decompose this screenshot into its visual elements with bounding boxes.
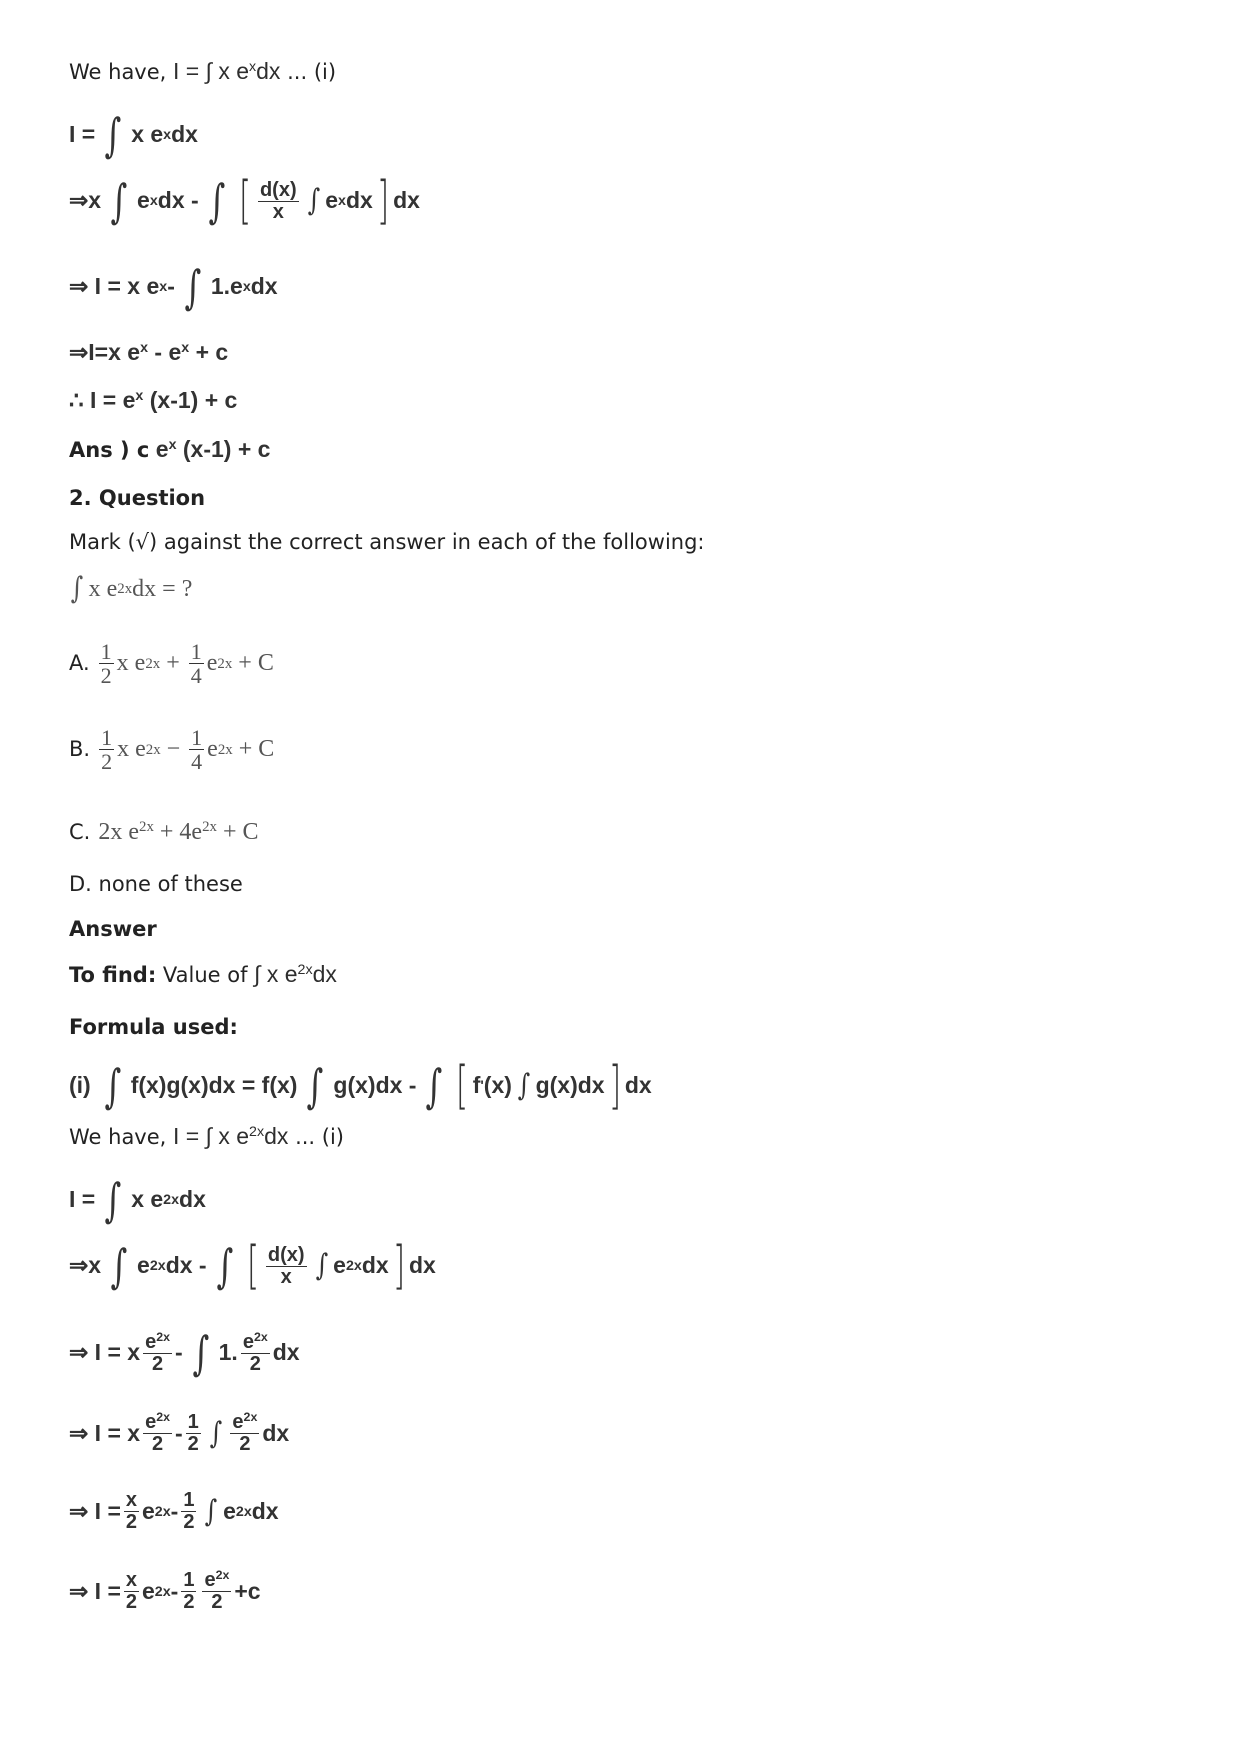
fraction: $\frac{1}{2}$ bbox=[187, 1411, 199, 1455]
step-line-2: ⇒x ∫ e x dx - ∫ [ $\frac{d(x)}{x}$ ∫ e x dx ] dx bbox=[69, 171, 420, 231]
we-have-equation: I = ∫ x $e^{2x}dx$ bbox=[173, 1123, 289, 1149]
to-find-text: Value of bbox=[156, 963, 255, 987]
integral-sign: ∫ bbox=[307, 183, 320, 218]
integral-sign: ∫ bbox=[184, 260, 202, 314]
ans-expression: $e^x$ (x-1) + c bbox=[149, 436, 271, 462]
equation-ref: ... (i) bbox=[295, 1125, 344, 1149]
question-instruction: Mark (√) against the correct answer in each of the following: bbox=[69, 530, 705, 554]
option-c-label: C. bbox=[69, 819, 91, 844]
formula-label: (i) bbox=[69, 1072, 91, 1099]
option-a[interactable] bbox=[69, 640, 274, 687]
integral-sign: ∫ bbox=[315, 1248, 328, 1283]
step-line-5: ∴ $I = e^x$ (x-1) + c bbox=[69, 387, 238, 413]
answer-heading: Answer bbox=[69, 917, 157, 941]
integral-sign: ∫ bbox=[104, 1059, 122, 1113]
left-bracket: [ bbox=[246, 1236, 259, 1296]
fraction: $\frac{e^{2x}}{2}$ bbox=[145, 1329, 170, 1375]
we-have-line-1 bbox=[69, 58, 336, 86]
fraction: $\frac{e^{2x}}{2}$ bbox=[232, 1410, 258, 1455]
fraction: $\frac{1}{2}$ bbox=[183, 1489, 195, 1533]
to-find-expression: ∫ x $e^{2x}dx$ bbox=[254, 961, 337, 987]
fraction: $\frac{1}{2}$ bbox=[183, 1569, 195, 1613]
step-line-7: ⇒x ∫ e 2x dx - ∫ [ $\frac{d(x)}{x}$ ∫ e 2x dx ] dx bbox=[69, 1236, 436, 1296]
option-d[interactable]: D. none of these bbox=[69, 872, 243, 896]
integral-sign: ∫ bbox=[426, 1059, 443, 1113]
option-c[interactable] bbox=[69, 818, 258, 847]
step-line-6: I = ∫ x e 2x dx bbox=[69, 1173, 206, 1227]
step-line-10: ⇒ I = $\frac{x}{2}$ e 2x - $\frac{1}{2}$ ∫ e 2x dx bbox=[69, 1489, 279, 1533]
right-bracket: ] bbox=[392, 1236, 405, 1296]
to-find-label: To find: bbox=[69, 963, 157, 987]
integral-sign: ∫ bbox=[208, 174, 226, 228]
fraction: $\frac{x}{2}$ bbox=[125, 1489, 137, 1533]
option-b[interactable] bbox=[69, 726, 274, 773]
ans-label: Ans ) c bbox=[69, 438, 150, 462]
step-line-1: I = ∫ x e x dx bbox=[69, 108, 198, 162]
integral-sign: ∫ bbox=[209, 1415, 222, 1451]
formula-line: (i) ∫ f(x)g(x)dx = f(x) ∫ g(x)dx - ∫ [ f ' (x) ∫ g(x)dx ] dx bbox=[69, 1056, 652, 1116]
option-b-label: B. bbox=[69, 737, 91, 761]
integral-sign: ∫ bbox=[70, 571, 84, 606]
left-bracket: [ bbox=[238, 171, 251, 231]
integral-sign: ∫ bbox=[517, 1068, 530, 1103]
left-bracket: [ bbox=[456, 1056, 469, 1116]
to-find-line bbox=[69, 961, 337, 989]
we-have-equation: I = ∫ x $e^xdx$ bbox=[173, 58, 281, 84]
right-bracket: ] bbox=[608, 1056, 621, 1116]
fraction: $\frac{e^{2x}}{2}$ bbox=[145, 1410, 170, 1455]
we-have-label: We have, bbox=[69, 60, 167, 84]
fraction: $\frac{e^{2x}}{2}$ bbox=[204, 1568, 230, 1613]
we-have-line-2 bbox=[69, 1123, 344, 1151]
integral-sign: ∫ bbox=[104, 108, 122, 162]
option-a-label: A. bbox=[69, 651, 90, 675]
step-line-8: ⇒ I = x $\frac{e^{2x}}{2}$ - ∫ 1. $\frac{e^{2x}}{2}$ dx bbox=[69, 1326, 300, 1380]
integral-sign: ∫ bbox=[104, 1173, 122, 1227]
integral-sign: ∫ bbox=[205, 1493, 218, 1529]
step-line-9: ⇒ I = x $\frac{e^{2x}}{2}$ - $\frac{1}{2}$ ∫ $\frac{e^{2x}}{2}$ dx bbox=[69, 1410, 290, 1455]
option-c-expression: 2x $e^{2x} + 4e^{2x} + C$ bbox=[98, 818, 259, 845]
question-expression: ∫ x e 2x dx = ? bbox=[70, 571, 193, 606]
right-bracket: ] bbox=[376, 171, 390, 231]
question-heading: 2. Question bbox=[69, 486, 206, 510]
we-have-label: We have, bbox=[69, 1125, 167, 1149]
formula-heading: Formula used: bbox=[69, 1015, 238, 1039]
answer-line-1 bbox=[69, 436, 270, 464]
fraction: $\frac{x}{2}$ bbox=[125, 1569, 137, 1613]
equation-ref: ... (i) bbox=[287, 60, 337, 84]
integral-sign: ∫ bbox=[216, 1239, 233, 1293]
fraction: $\frac{e^{2x}}{2}$ bbox=[242, 1329, 268, 1375]
step-line-4: ⇒I=x $e^x - e^x + c$ bbox=[69, 339, 229, 365]
integral-sign: ∫ bbox=[307, 1059, 324, 1113]
step-line-3: ⇒ I = x e x - ∫ 1.e x dx bbox=[69, 260, 278, 314]
integral-sign: ∫ bbox=[110, 174, 128, 228]
option-b-expression: $\frac{1}{2}$ x e 2x − $\frac{1}{4}$ e 2x + C bbox=[101, 725, 275, 775]
fraction: $\frac{d(x)}{x}$ bbox=[267, 1243, 305, 1288]
integral-sign: ∫ bbox=[110, 1239, 128, 1293]
integral-sign: ∫ bbox=[192, 1326, 210, 1380]
option-a-expression: $\frac{1}{2}$ x e 2x + $\frac{1}{4}$ e 2x + C bbox=[100, 639, 274, 689]
fraction: $\frac{d(x)}{x}$ bbox=[259, 178, 297, 223]
step-line-11: ⇒ I = $\frac{x}{2}$ e 2x - $\frac{1}{2}$ $\frac{e^{2x}}{2}$ +c bbox=[69, 1568, 261, 1613]
